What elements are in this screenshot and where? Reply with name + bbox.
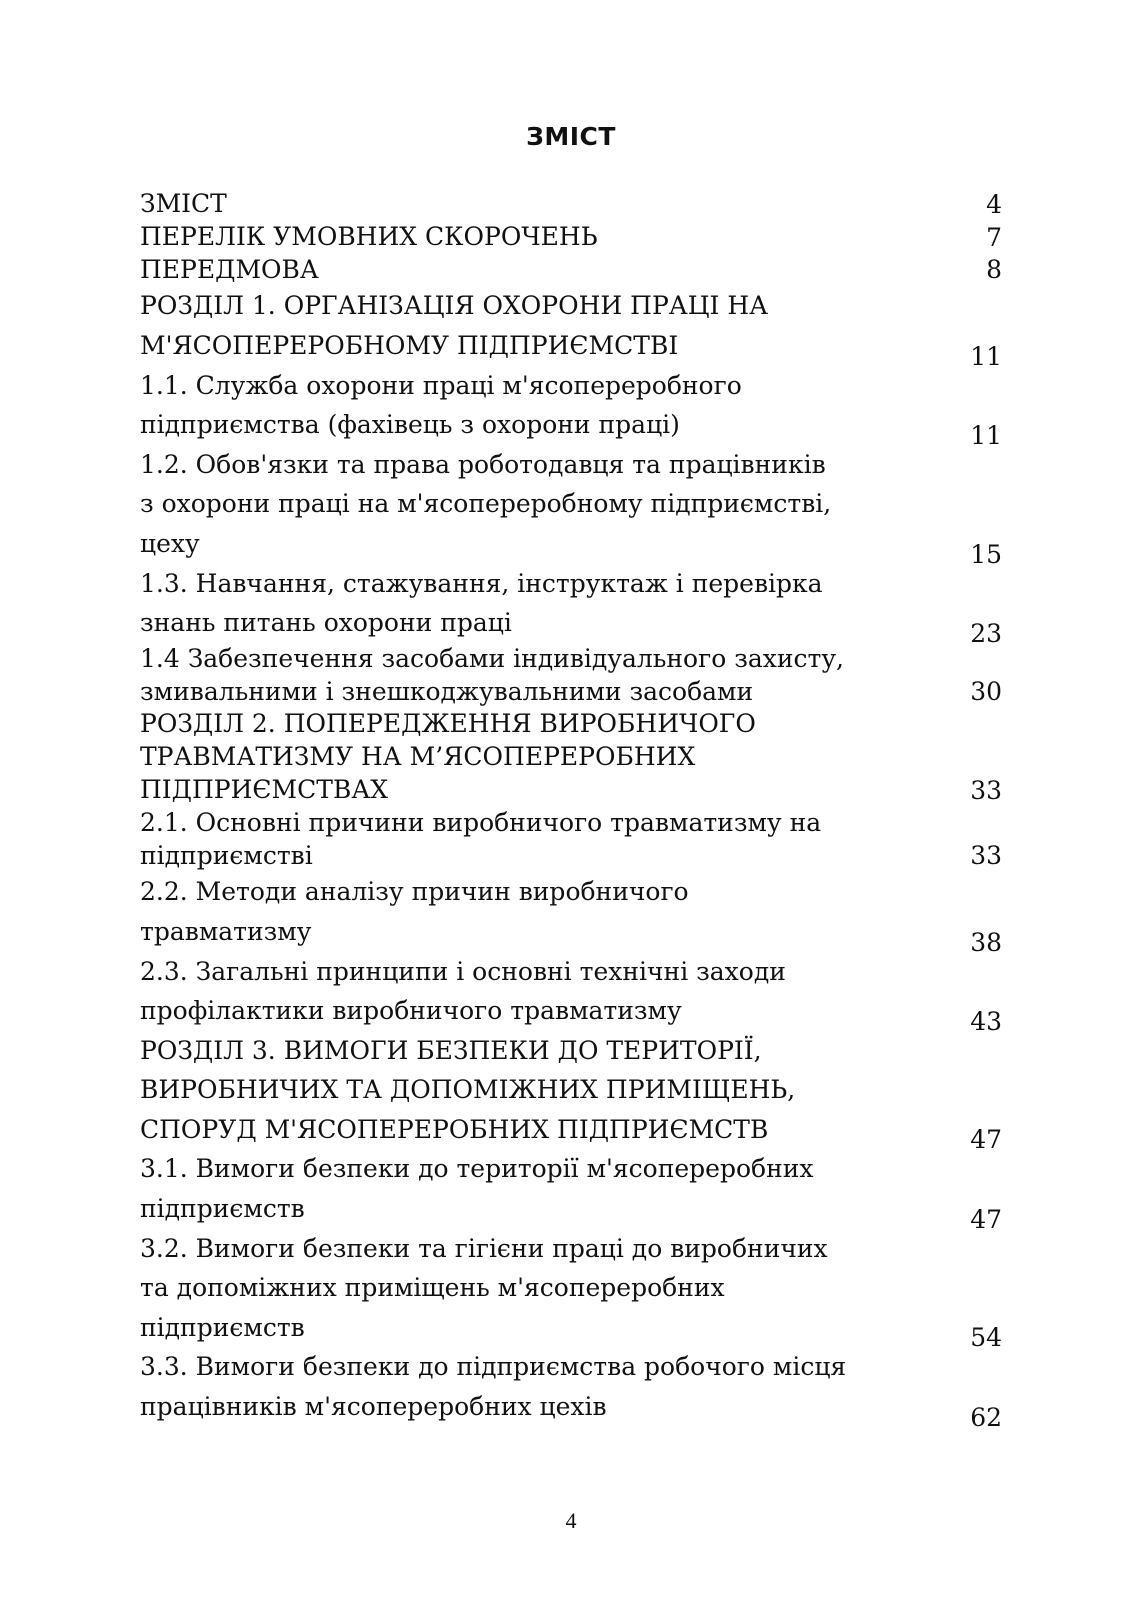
toc-entry	[140, 643, 1002, 709]
toc-entry-text: підприємстві	[140, 840, 313, 870]
toc-entry-text: М'ЯСОПЕРЕРОБНОМУ ПІДПРИЄМСТВІ	[140, 330, 679, 360]
toc-page-number: 4	[986, 189, 1002, 219]
toc-page-number: 11	[970, 341, 1002, 371]
toc-entry-text: ЗМІСТ	[140, 189, 227, 218]
toc-page-number: 54	[970, 1323, 1002, 1353]
toc-entry-text: ПЕРЕЛІК УМОВНИХ СКОРОЧЕНЬ	[140, 221, 598, 251]
toc-entry-text: травматизму	[140, 916, 312, 946]
toc-entry-text: та допоміжних приміщень м'ясопереробних	[140, 1273, 725, 1303]
toc-entry-text: РОЗДІЛ 1. ОРГАНІЗАЦІЯ ОХОРОНИ ПРАЦІ НА	[140, 291, 769, 321]
toc-entry-text: 1.4 Забезпечення засобами індивідуального захисту,	[140, 643, 844, 673]
toc-entry	[140, 1031, 1002, 1155]
toc-page-number: 38	[970, 927, 1002, 957]
toc-entry	[140, 254, 1002, 287]
toc-entry	[140, 1347, 1002, 1432]
toc-entry-text: знань питань охорони праці	[140, 608, 512, 638]
toc-page-number: 62	[970, 1402, 1002, 1432]
toc-entry-text: підприємства (фахівець з охорони праці)	[140, 410, 680, 440]
toc-entry-text: ТРАВМАТИЗМУ НА М’ЯСОПЕРЕРОБНИХ	[140, 742, 696, 772]
toc-entry	[140, 221, 1002, 254]
toc-entry-text: працівників м'ясопереробних цехів	[140, 1392, 607, 1422]
page-title: ЗМІСТ	[526, 122, 616, 151]
toc-page-number: 11	[970, 420, 1002, 450]
toc-entry-text: 2.1. Основні причини виробничого травматизму на	[140, 807, 822, 837]
toc-entry-text: 1.1. Служба охорони праці м'ясопереробного	[140, 370, 742, 400]
toc-page-number: 15	[970, 539, 1002, 569]
toc-page-number: 33	[970, 841, 1002, 871]
toc-entry	[140, 708, 1002, 806]
toc-entry	[140, 445, 1002, 569]
toc-entry	[140, 366, 1002, 450]
toc-entry-text: ПЕРЕДМОВА	[140, 254, 319, 284]
toc-entry	[140, 872, 1002, 957]
toc-entry-text: підприємств	[140, 1194, 305, 1224]
toc-entry-text: ПІДПРИЄМСТВАХ	[140, 774, 389, 804]
toc-page-number: 8	[986, 255, 1002, 285]
toc-entry-text: 2.2. Методи аналізу причин виробничого	[140, 877, 689, 907]
toc-page-number: 7	[986, 222, 1002, 252]
page-number: 4	[565, 1508, 577, 1533]
toc-entry-text: 2.3. Загальні принципи і основні технічні заходи	[140, 956, 786, 986]
toc-entry-text: 1.2. Обов'язки та права роботодавця та працівників	[140, 449, 826, 479]
toc-entry-text: 3.2. Вимоги безпеки та гігієни праці до виробничих	[140, 1233, 828, 1263]
toc-entry-text: РОЗДІЛ 2. ПОПЕРЕДЖЕННЯ ВИРОБНИЧОГО	[140, 709, 756, 739]
toc-entry	[140, 1149, 1002, 1234]
toc-entry-text: 1.3. Навчання, стажування, інструктаж і перевірка	[140, 568, 823, 598]
toc-page-number: 47	[970, 1204, 1002, 1234]
toc-page-number: 23	[970, 618, 1002, 648]
toc-entry-text: ВИРОБНИЧИХ ТА ДОПОМІЖНИХ ПРИМІЩЕНЬ,	[140, 1075, 796, 1105]
table-of-contents	[140, 188, 1002, 1432]
toc-entry	[140, 952, 1002, 1036]
toc-page-number: 33	[970, 775, 1002, 805]
toc-entry	[140, 188, 1002, 221]
toc-entry	[140, 286, 1002, 371]
toc-entry	[140, 564, 1002, 648]
toc-entry-text: з охорони праці на м'ясопереробному підприємстві,	[140, 489, 832, 519]
toc-page-number: 30	[970, 677, 1002, 707]
toc-entry	[140, 807, 1002, 873]
toc-entry-text: профілактики виробничого травматизму	[140, 996, 682, 1026]
toc-entry-text: РОЗДІЛ 3. ВИМОГИ БЕЗПЕКИ ДО ТЕРИТОРІЇ,	[140, 1035, 762, 1065]
toc-entry-text: 3.3. Вимоги безпеки до підприємства робочого місця	[140, 1352, 847, 1382]
toc-entry	[140, 1229, 1002, 1353]
toc-entry-text: цеху	[140, 528, 200, 558]
toc-page-number: 47	[970, 1125, 1002, 1155]
toc-entry-text: 3.1. Вимоги безпеки до території м'ясопереробних	[140, 1154, 814, 1184]
toc-entry-text: СПОРУД М'ЯСОПЕРЕРОБНИХ ПІДПРИЄМСТВ	[140, 1114, 769, 1144]
toc-page-number: 43	[970, 1006, 1002, 1036]
toc-entry-text: змивальними і знешкоджувальними засобами	[140, 676, 754, 706]
toc-entry-text: підприємств	[140, 1312, 305, 1342]
